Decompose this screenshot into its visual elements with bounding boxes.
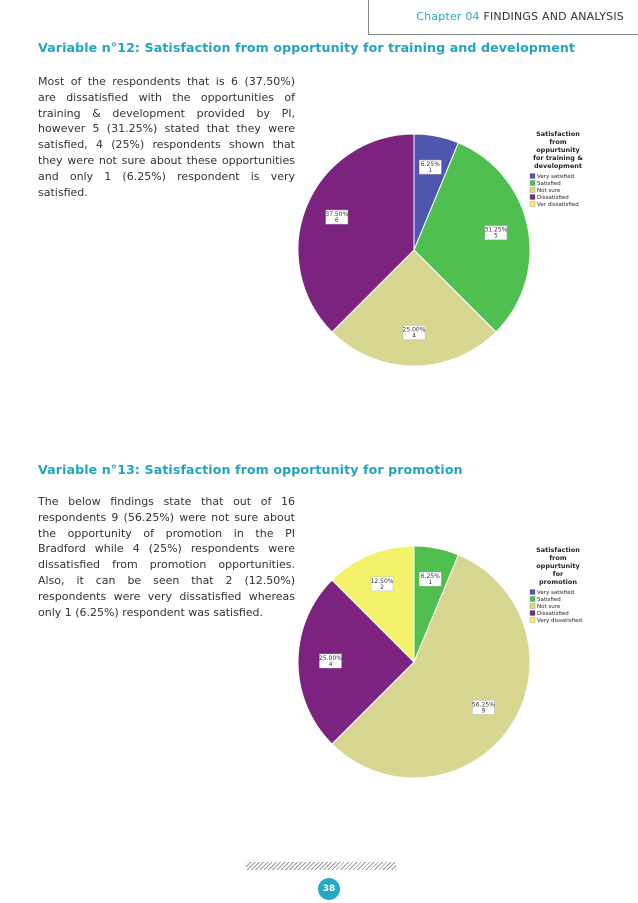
legend-item-satisfied: Satisfied	[537, 181, 561, 187]
legend-title-line: for training &	[533, 154, 583, 162]
pie-label-very-satisfied	[419, 160, 441, 174]
legend-title-line: oppurtunity	[536, 146, 580, 154]
legend-swatch-very-satisfied	[530, 174, 535, 179]
footer-hatch-decoration	[246, 862, 396, 870]
page-header	[368, 0, 638, 35]
pie-label-percent: 6.25%	[420, 161, 440, 169]
legend-item-not-sure: Not sure	[537, 188, 561, 194]
pie-label-count: 1	[428, 167, 433, 175]
legend-item-dissatisfied: Dissatisfied	[537, 195, 569, 201]
legend-swatch-dissatisfied	[530, 611, 535, 616]
legend-swatch-very-satisfied	[530, 590, 535, 595]
pie-label-count: 6	[334, 217, 339, 225]
legend-swatch-dissatisfied	[530, 195, 535, 200]
legend-title-line: Satisfaction	[536, 546, 580, 554]
pie-label-percent: 25.00%	[319, 655, 342, 662]
legend-item-very-satisfied: Very satisfied	[537, 174, 575, 180]
promotion-satisfaction-pie-chart	[296, 540, 626, 785]
training-satisfaction-pie-chart	[296, 124, 626, 374]
legend-swatch-not-sure	[530, 188, 535, 193]
pie-label-count: 2	[380, 583, 384, 591]
pie-label-not-sure	[403, 326, 426, 340]
legend-item-ver-dissatisfied: Ver dissatisfied	[537, 202, 579, 208]
legend-title-line: development	[534, 162, 582, 170]
pie-label-satisfied	[484, 226, 507, 240]
pie-label-dissatisfied	[325, 210, 348, 224]
legend-swatch-not-sure	[530, 604, 535, 609]
legend-title-line: from	[549, 554, 567, 562]
legend-title-line: promotion	[539, 578, 577, 586]
legend-title-line: oppurtunity	[536, 562, 580, 570]
pie-label-count: 1	[428, 579, 433, 587]
pie-label-count: 9	[481, 707, 486, 715]
header-text	[416, 10, 624, 23]
variable-12-title: Variable n°12: Satisfaction from opportunity for training and development	[38, 40, 576, 55]
page-number: 38	[318, 878, 340, 900]
legend-swatch-very-dissatisfied	[530, 618, 535, 623]
pie-label-count: 4	[412, 332, 416, 340]
variable-13-paragraph: The below findings state that out of 16 respondents 9 (56.25%) were not sure about the opportunity of promotion in the PI Bradford while 4 (25%) respondents were dissatisfied from promotion opportunities. Also, it can be seen that 2 (12.50%) respondents were very dissatisfied whereas only 1 (6.25%) respondent was satisfied.	[38, 495, 295, 619]
legend-swatch-satisfied	[530, 597, 535, 602]
legend-title-line: from	[549, 138, 567, 146]
pie-label-very-dissatisfied	[371, 577, 394, 591]
legend-item-very-satisfied: Very satisfied	[537, 590, 575, 596]
variable-12-paragraph: Most of the respondents that is 6 (37.50%) are dissatisfied with the opportunities of training & development provided by PI, however 5 (31.25%) stated that they were satisfied, 4 (25%) respondents shown that they were not sure about these opportunities and only 1 (6.25%) respondent is very satisfied.	[38, 75, 295, 199]
legend-swatch-satisfied	[530, 181, 535, 186]
pie-label-not-sure	[472, 700, 495, 714]
legend-item-not-sure: Not sure	[537, 604, 561, 610]
pie-label-percent: 37.50%	[325, 211, 349, 219]
pie-label-satisfied	[419, 572, 441, 586]
legend-swatch-ver-dissatisfied	[530, 202, 535, 207]
pie-label-dissatisfied	[319, 654, 342, 668]
legend-title-line: for	[552, 570, 564, 578]
pie-label-percent: 12.50%	[370, 577, 394, 585]
chart-legend	[530, 130, 583, 208]
legend-title-line: Satisfaction	[536, 130, 580, 138]
section-label: FINDINGS AND ANALYSIS	[483, 10, 624, 23]
variable-13-title: Variable n°13: Satisfaction from opportunity for promotion	[38, 462, 463, 477]
pie-label-count: 5	[494, 232, 498, 240]
pie-label-percent: 31.25%	[484, 226, 508, 234]
legend-item-satisfied: Satisfied	[537, 597, 561, 603]
pie-label-percent: 6.25%	[420, 573, 440, 581]
pie-label-percent: 56.25%	[471, 701, 495, 709]
legend-item-very-dissatisfied: Very dissatisfied	[537, 618, 582, 624]
pie-label-percent: 25.00%	[402, 326, 426, 334]
chart-legend	[530, 546, 582, 624]
pie-label-count: 4	[328, 661, 333, 668]
legend-item-dissatisfied: Dissatisfied	[537, 611, 569, 617]
chapter-label: Chapter 04	[416, 10, 480, 23]
